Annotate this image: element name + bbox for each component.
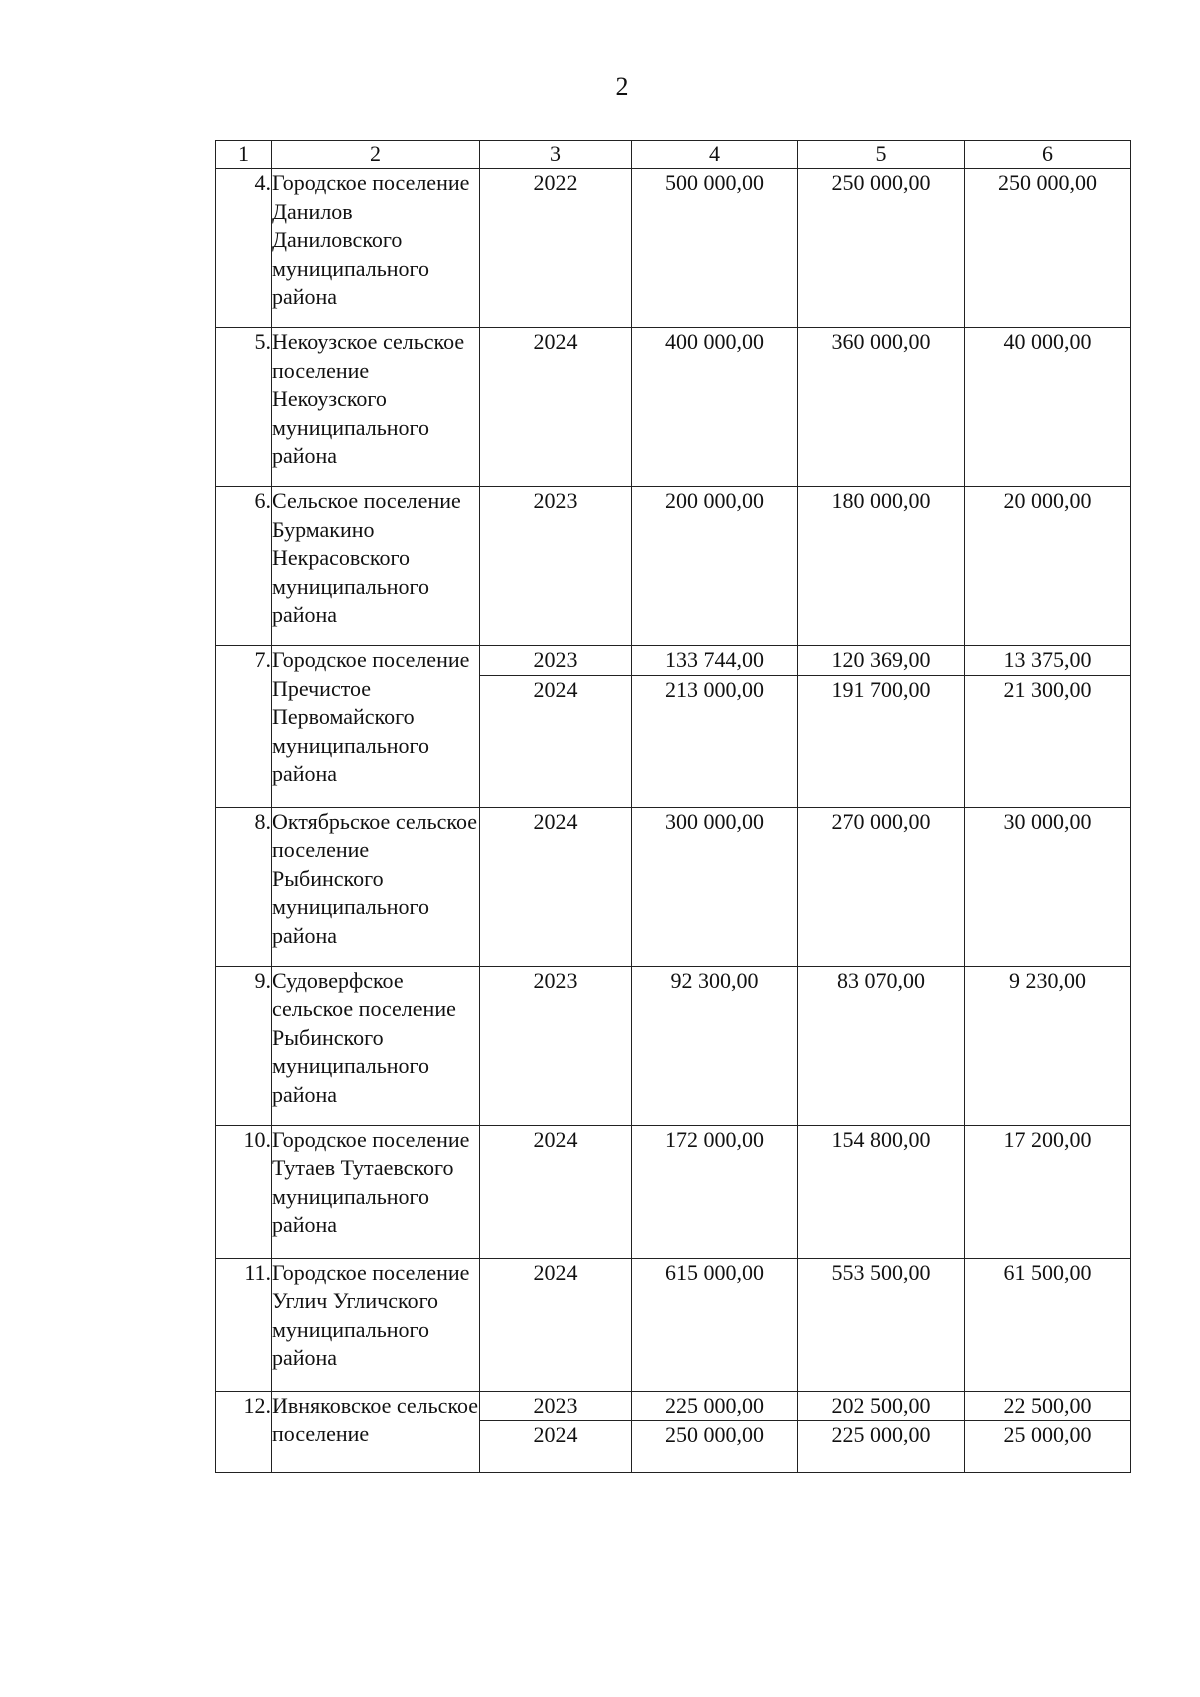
local-amount-cell: 17 200,00 <box>965 1125 1131 1258</box>
local-amount-cell: 9 230,00 <box>965 966 1131 1125</box>
regional-amount-cell: 191 700,00 <box>798 675 965 807</box>
table-row <box>216 966 1131 1125</box>
local-amount-cell: 21 300,00 <box>965 675 1131 807</box>
settlement-name: Городское поселение Тутаев Тутаевского муниципального района <box>272 1125 480 1258</box>
local-amount-cell: 25 000,00 <box>965 1421 1131 1473</box>
year-cell: 2023 <box>480 1391 632 1421</box>
year-cell: 2023 <box>480 966 632 1125</box>
row-number: 7. <box>216 646 272 808</box>
table-row <box>216 169 1131 328</box>
regional-amount-cell: 360 000,00 <box>798 328 965 487</box>
total-amount-cell: 500 000,00 <box>632 169 798 328</box>
row-number: 4. <box>216 169 272 328</box>
column-header: 3 <box>480 141 632 169</box>
total-amount-cell: 172 000,00 <box>632 1125 798 1258</box>
regional-amount-cell: 180 000,00 <box>798 487 965 646</box>
total-amount-cell: 200 000,00 <box>632 487 798 646</box>
row-number: 12. <box>216 1391 272 1473</box>
row-number: 10. <box>216 1125 272 1258</box>
settlement-name: Судоверфское сельское поселение Рыбинского муниципального района <box>272 966 480 1125</box>
table-row <box>216 646 1131 676</box>
table-row <box>216 807 1131 966</box>
year-cell: 2023 <box>480 646 632 676</box>
regional-amount-cell: 202 500,00 <box>798 1391 965 1421</box>
total-amount-cell: 92 300,00 <box>632 966 798 1125</box>
local-amount-cell: 61 500,00 <box>965 1258 1131 1391</box>
column-number-row <box>216 141 1131 169</box>
year-cell: 2024 <box>480 1125 632 1258</box>
table-row <box>216 1258 1131 1391</box>
funding-table <box>215 140 1131 1473</box>
total-amount-cell: 250 000,00 <box>632 1421 798 1473</box>
local-amount-cell: 30 000,00 <box>965 807 1131 966</box>
settlement-name: Некоузское сельское поселение Некоузского муниципального района <box>272 328 480 487</box>
table-body <box>216 141 1131 1473</box>
regional-amount-cell: 553 500,00 <box>798 1258 965 1391</box>
column-header: 5 <box>798 141 965 169</box>
column-header: 6 <box>965 141 1131 169</box>
year-cell: 2024 <box>480 807 632 966</box>
table-row <box>216 328 1131 487</box>
row-number: 11. <box>216 1258 272 1391</box>
settlement-name: Октябрьское сельское поселение Рыбинского муниципального района <box>272 807 480 966</box>
regional-amount-cell: 83 070,00 <box>798 966 965 1125</box>
settlement-name: Сельское поселение Бурмакино Некрасовского муниципального района <box>272 487 480 646</box>
year-cell: 2024 <box>480 1421 632 1473</box>
row-number: 6. <box>216 487 272 646</box>
local-amount-cell: 40 000,00 <box>965 328 1131 487</box>
total-amount-cell: 615 000,00 <box>632 1258 798 1391</box>
row-number: 5. <box>216 328 272 487</box>
year-cell: 2023 <box>480 487 632 646</box>
column-header: 4 <box>632 141 798 169</box>
regional-amount-cell: 250 000,00 <box>798 169 965 328</box>
table-row <box>216 1125 1131 1258</box>
regional-amount-cell: 270 000,00 <box>798 807 965 966</box>
total-amount-cell: 133 744,00 <box>632 646 798 676</box>
year-cell: 2022 <box>480 169 632 328</box>
page-number: 2 <box>615 72 629 101</box>
row-number: 8. <box>216 807 272 966</box>
local-amount-cell: 250 000,00 <box>965 169 1131 328</box>
settlement-name: Городское поселение Углич Угличского муниципального района <box>272 1258 480 1391</box>
regional-amount-cell: 225 000,00 <box>798 1421 965 1473</box>
local-amount-cell: 20 000,00 <box>965 487 1131 646</box>
year-cell: 2024 <box>480 1258 632 1391</box>
year-cell: 2024 <box>480 675 632 807</box>
row-number: 9. <box>216 966 272 1125</box>
column-header: 1 <box>216 141 272 169</box>
regional-amount-cell: 120 369,00 <box>798 646 965 676</box>
total-amount-cell: 300 000,00 <box>632 807 798 966</box>
column-header: 2 <box>272 141 480 169</box>
settlement-name: Ивняковское сельское поселение <box>272 1391 480 1473</box>
regional-amount-cell: 154 800,00 <box>798 1125 965 1258</box>
local-amount-cell: 13 375,00 <box>965 646 1131 676</box>
year-cell: 2024 <box>480 328 632 487</box>
settlement-name: Городское поселение Данилов Даниловского муниципального района <box>272 169 480 328</box>
table-row <box>216 1391 1131 1421</box>
total-amount-cell: 225 000,00 <box>632 1391 798 1421</box>
total-amount-cell: 213 000,00 <box>632 675 798 807</box>
total-amount-cell: 400 000,00 <box>632 328 798 487</box>
table-row <box>216 487 1131 646</box>
settlement-name: Городское поселение Пречистое Первомайского муниципального района <box>272 646 480 808</box>
local-amount-cell: 22 500,00 <box>965 1391 1131 1421</box>
